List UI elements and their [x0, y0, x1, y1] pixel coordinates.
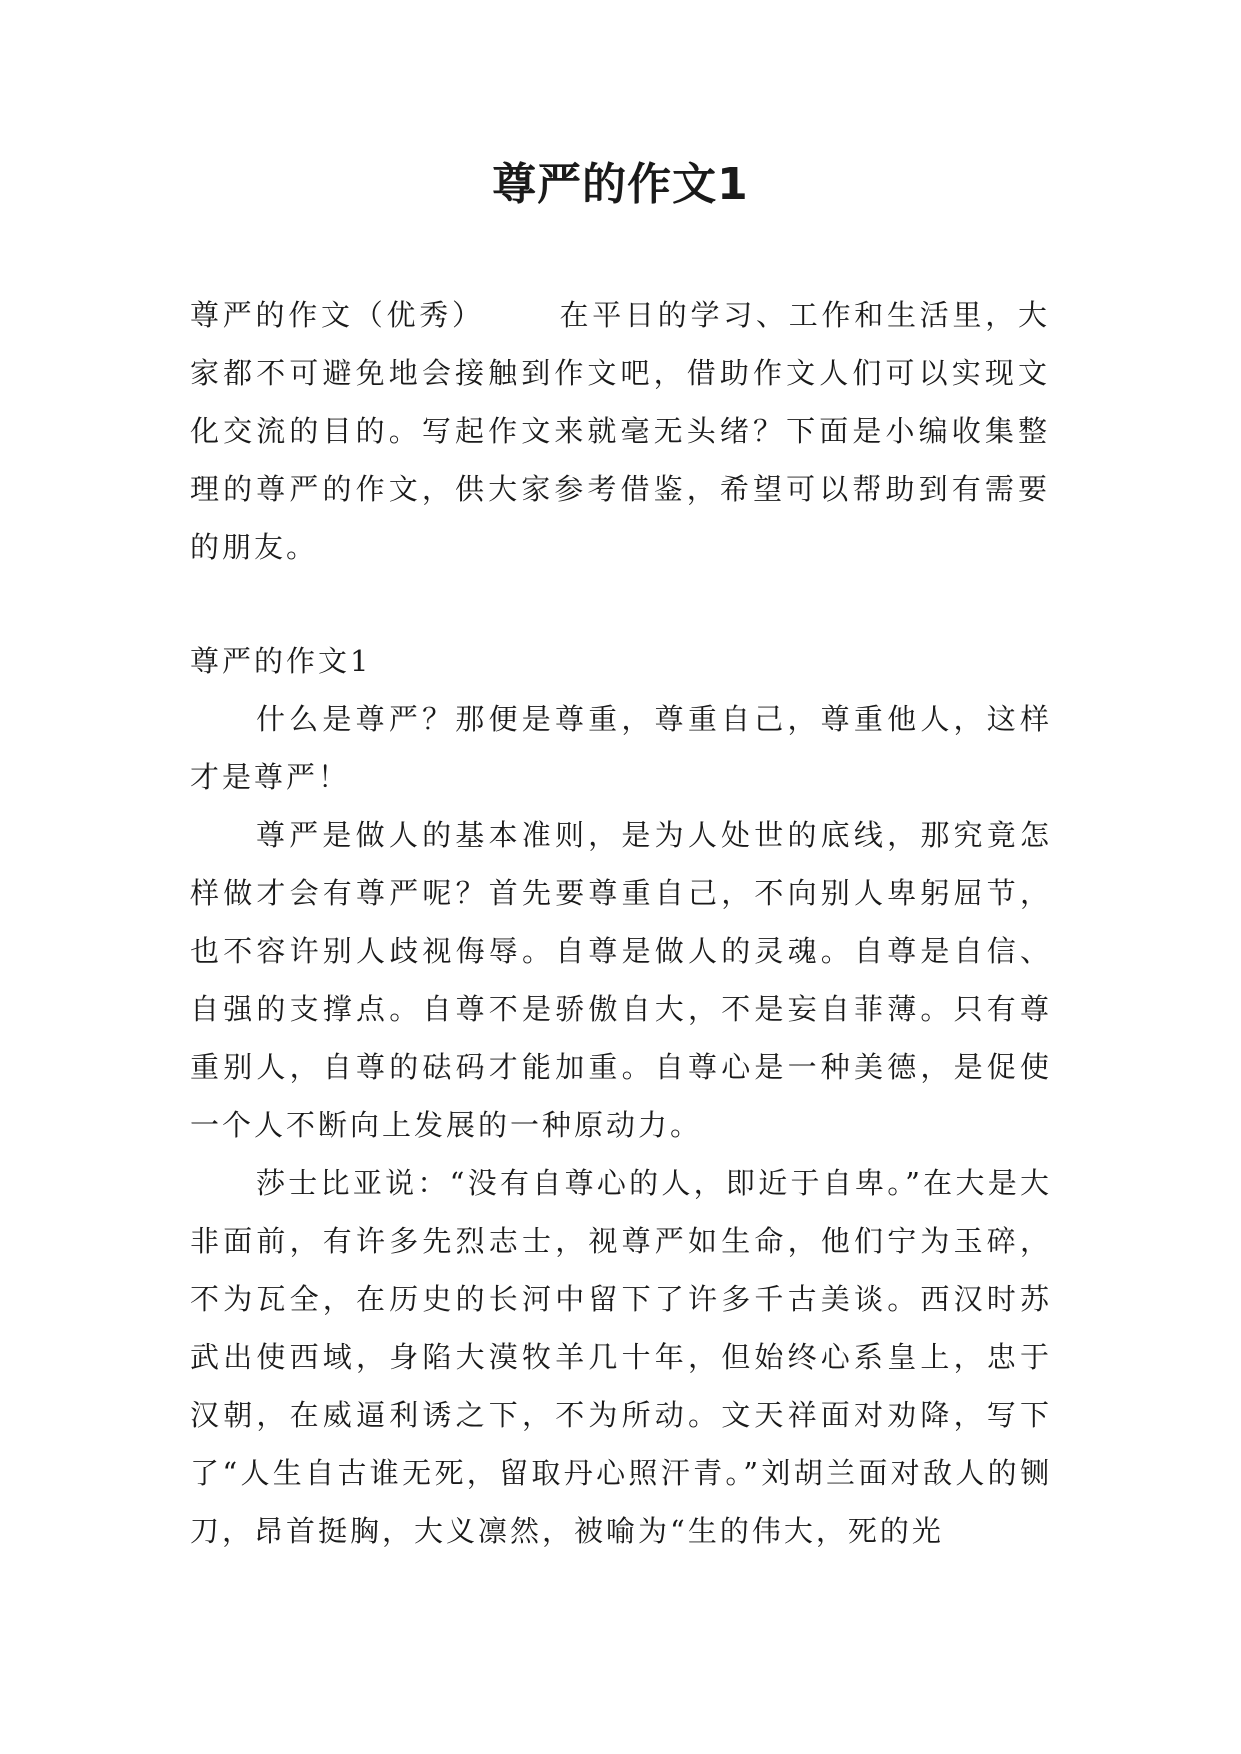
intro-paragraph — [190, 286, 1050, 576]
essay-paragraph: 尊严是做人的基本准则，是为人处世的底线，那究竟怎样做才会有尊严呢？首先要尊重自己，不向别人卑躬屈节，也不容许别人歧视侮辱。自尊是做人的灵魂。自尊是自信、自强的支撑点。自尊不是骄傲自大，不是妄自菲薄。只有尊重别人，自尊的砝码才能加重。自尊心是一种美德，是促使一个人不断向上发展的一种原动力。 — [190, 818, 1052, 1142]
essay-paragraph: 莎士比亚说：“没有自尊心的人，即近于自卑。”在大是大非面前，有许多先烈志士，视尊严如生命，他们宁为玉碎，不为瓦全，在历史的长河中留下了许多千古美谈。西汉时苏武出使西域，身陷大漠牧羊几十年，但始终心系皇上，忠于汉朝，在威逼利诱之下，不为所动。文天祥面对劝降，写下了“人生自古谁无死，留取丹心照汗青。”刘胡兰面对敌人的铡刀，昂首挺胸，大义凛然，被喻为“生的伟大，死的光 — [190, 1166, 1052, 1548]
section-heading: 尊严的作文1 — [190, 644, 372, 678]
intro-text: 在平日的学习、工作和生活里，大家都不可避免地会接触到作文吧，借助作文人们可以实现文化交流的目的。写起作文来就毫无头绪？下面是小编收集整理的尊严的作文，供大家参考借鉴，希望可以帮助到有需要的朋友。 — [190, 298, 1050, 564]
document-title: 尊严的作文1 — [492, 159, 749, 210]
essay-paragraph: 什么是尊严？那便是尊重，尊重自己，尊重他人，这样才是尊严！ — [190, 702, 1052, 794]
intro-label: 尊严的作文（优秀） — [190, 298, 485, 332]
essay-body — [190, 690, 1052, 1560]
